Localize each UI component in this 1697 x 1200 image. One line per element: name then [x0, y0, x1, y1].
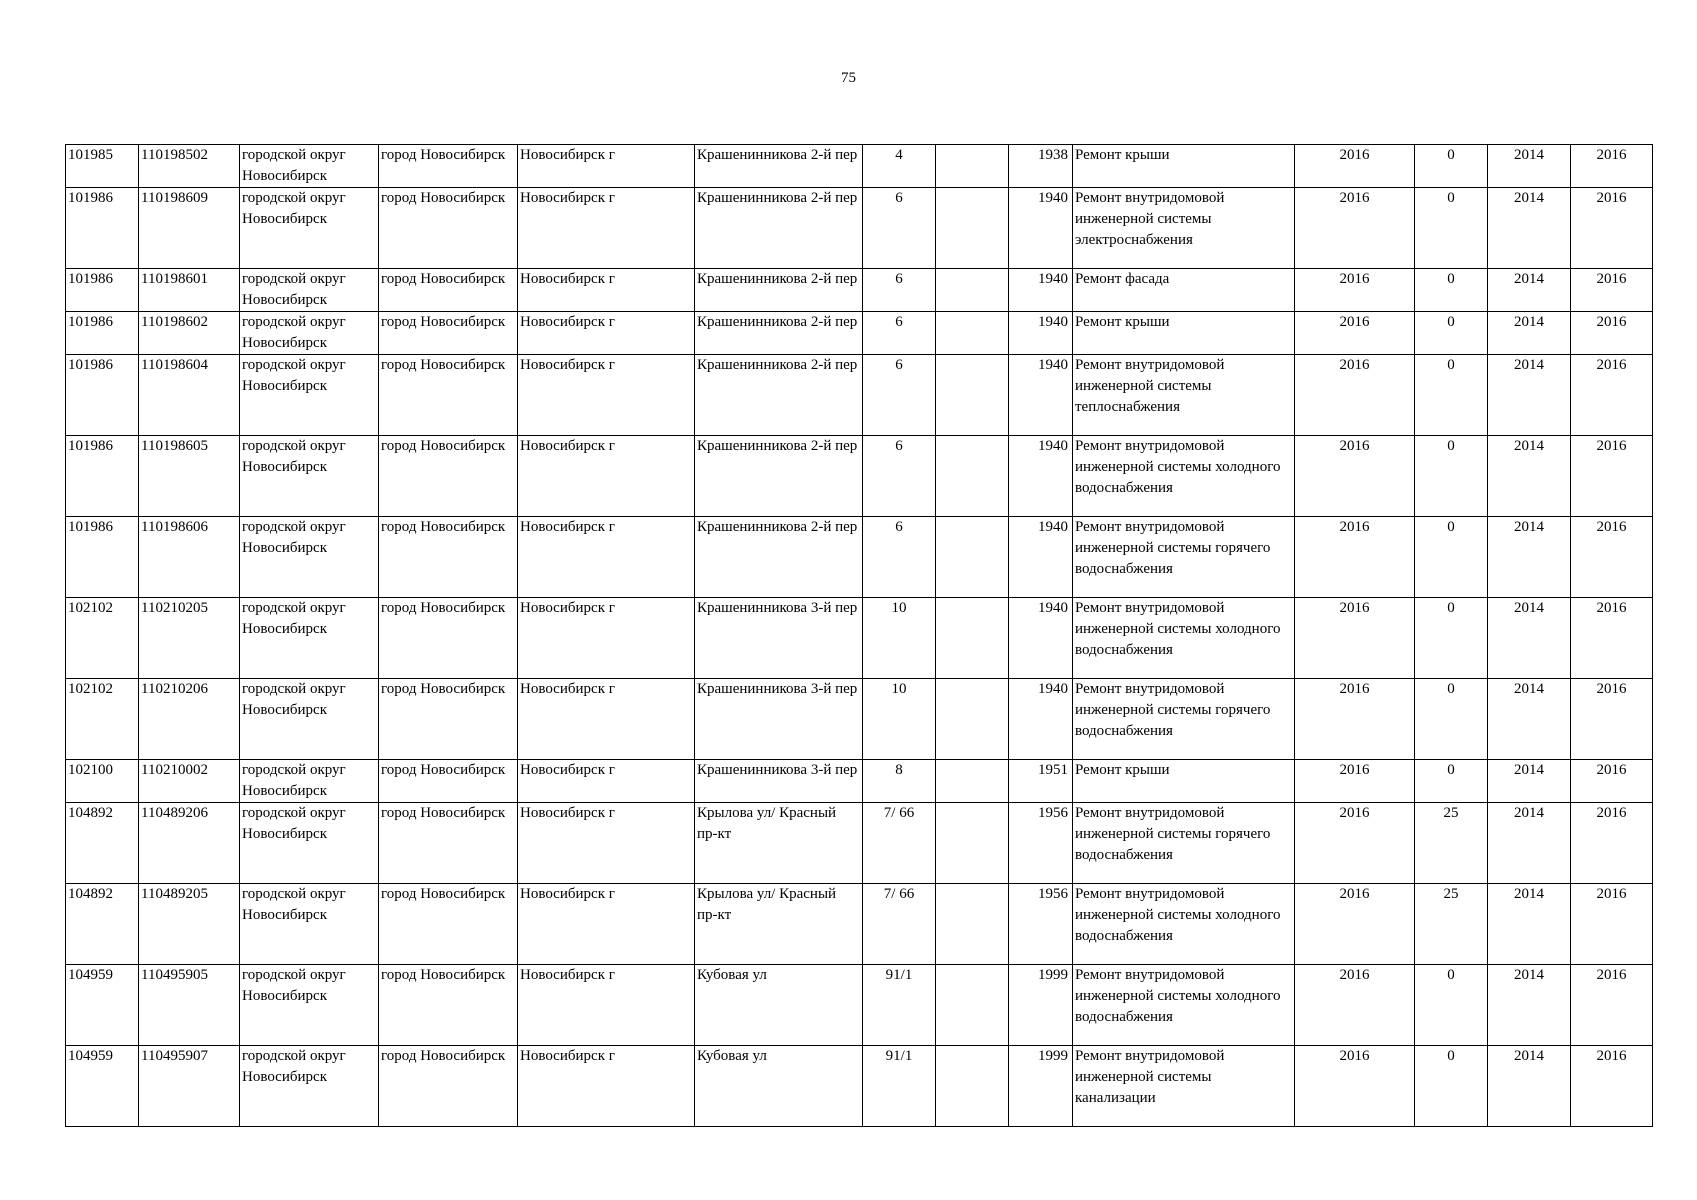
locality-cell: Новосибирск г	[518, 1046, 695, 1127]
period-start-cell: 2014	[1488, 517, 1571, 598]
house-id-cell: 101985	[66, 145, 139, 188]
plan-year-cell: 2016	[1295, 760, 1415, 803]
work-type-cell: Ремонт внутридомовой инженерной системы горячего водоснабжения	[1073, 517, 1295, 598]
period-start-cell: 2014	[1488, 1046, 1571, 1127]
work-type-cell: Ремонт внутридомовой инженерной системы холодного водоснабжения	[1073, 884, 1295, 965]
plan-year-cell: 2016	[1295, 884, 1415, 965]
municipal-district-cell: городской округ Новосибирск	[240, 598, 379, 679]
construction-year-cell: 1999	[1009, 1046, 1073, 1127]
work-type-cell: Ремонт внутридомовой инженерной системы горячего водоснабжения	[1073, 803, 1295, 884]
work-type-cell: Ремонт внутридомовой инженерной системы теплоснабжения	[1073, 355, 1295, 436]
municipal-district-cell: городской округ Новосибирск	[240, 803, 379, 884]
work-id-cell: 110489206	[139, 803, 240, 884]
construction-year-cell: 1956	[1009, 803, 1073, 884]
settlement-cell: город Новосибирск	[379, 965, 518, 1046]
house-number-cell: 91/1	[863, 1046, 936, 1127]
house-id-cell: 104959	[66, 1046, 139, 1127]
street-cell: Крылова ул/ Красный пр-кт	[695, 884, 863, 965]
plan-year-cell: 2016	[1295, 679, 1415, 760]
locality-cell: Новосибирск г	[518, 803, 695, 884]
period-end-cell: 2016	[1571, 598, 1653, 679]
work-type-cell: Ремонт крыши	[1073, 312, 1295, 355]
period-end-cell: 2016	[1571, 269, 1653, 312]
house-number-cell: 6	[863, 312, 936, 355]
page-number: 75	[841, 70, 856, 86]
construction-year-cell: 1940	[1009, 436, 1073, 517]
street-cell: Крашенинникова 3-й пер	[695, 679, 863, 760]
locality-cell: Новосибирск г	[518, 145, 695, 188]
plan-year-cell: 2016	[1295, 188, 1415, 269]
work-id-cell: 110210206	[139, 679, 240, 760]
locality-cell: Новосибирск г	[518, 188, 695, 269]
wear-percent-cell: 0	[1415, 312, 1488, 355]
house-id-cell: 104892	[66, 803, 139, 884]
table-row	[66, 679, 1653, 760]
plan-year-cell: 2016	[1295, 436, 1415, 517]
table-row	[66, 884, 1653, 965]
building-cell	[936, 679, 1009, 760]
settlement-cell: город Новосибирск	[379, 598, 518, 679]
period-end-cell: 2016	[1571, 145, 1653, 188]
settlement-cell: город Новосибирск	[379, 269, 518, 312]
work-type-cell: Ремонт внутридомовой инженерной системы электроснабжения	[1073, 188, 1295, 269]
municipal-district-cell: городской округ Новосибирск	[240, 1046, 379, 1127]
period-end-cell: 2016	[1571, 355, 1653, 436]
construction-year-cell: 1938	[1009, 145, 1073, 188]
work-type-cell: Ремонт крыши	[1073, 145, 1295, 188]
locality-cell: Новосибирск г	[518, 884, 695, 965]
period-end-cell: 2016	[1571, 884, 1653, 965]
house-number-cell: 7/ 66	[863, 803, 936, 884]
street-cell: Крашенинникова 2-й пер	[695, 355, 863, 436]
street-cell: Крашенинникова 2-й пер	[695, 269, 863, 312]
street-cell: Кубовая ул	[695, 1046, 863, 1127]
building-cell	[936, 1046, 1009, 1127]
house-number-cell: 7/ 66	[863, 884, 936, 965]
work-id-cell: 110198502	[139, 145, 240, 188]
period-end-cell: 2016	[1571, 436, 1653, 517]
house-number-cell: 6	[863, 269, 936, 312]
house-id-cell: 104892	[66, 884, 139, 965]
street-cell: Крашенинникова 3-й пер	[695, 598, 863, 679]
municipal-district-cell: городской округ Новосибирск	[240, 517, 379, 598]
work-type-cell: Ремонт внутридомовой инженерной системы холодного водоснабжения	[1073, 965, 1295, 1046]
wear-percent-cell: 0	[1415, 355, 1488, 436]
municipal-district-cell: городской округ Новосибирск	[240, 965, 379, 1046]
settlement-cell: город Новосибирск	[379, 436, 518, 517]
work-id-cell: 110210002	[139, 760, 240, 803]
building-cell	[936, 269, 1009, 312]
work-type-cell: Ремонт внутридомовой инженерной системы канализации	[1073, 1046, 1295, 1127]
period-end-cell: 2016	[1571, 1046, 1653, 1127]
construction-year-cell: 1956	[1009, 884, 1073, 965]
construction-year-cell: 1940	[1009, 355, 1073, 436]
work-id-cell: 110198609	[139, 188, 240, 269]
locality-cell: Новосибирск г	[518, 312, 695, 355]
house-id-cell: 101986	[66, 355, 139, 436]
settlement-cell: город Новосибирск	[379, 803, 518, 884]
municipal-district-cell: городской округ Новосибирск	[240, 188, 379, 269]
building-cell	[936, 598, 1009, 679]
building-cell	[936, 517, 1009, 598]
wear-percent-cell: 0	[1415, 760, 1488, 803]
street-cell: Крашенинникова 2-й пер	[695, 145, 863, 188]
street-cell: Крашенинникова 2-й пер	[695, 517, 863, 598]
construction-year-cell: 1940	[1009, 598, 1073, 679]
wear-percent-cell: 25	[1415, 803, 1488, 884]
work-type-cell: Ремонт внутридомовой инженерной системы холодного водоснабжения	[1073, 436, 1295, 517]
work-type-cell: Ремонт внутридомовой инженерной системы горячего водоснабжения	[1073, 679, 1295, 760]
work-id-cell: 110198605	[139, 436, 240, 517]
construction-year-cell: 1940	[1009, 517, 1073, 598]
building-cell	[936, 312, 1009, 355]
street-cell: Крашенинникова 2-й пер	[695, 436, 863, 517]
period-start-cell: 2014	[1488, 965, 1571, 1046]
work-id-cell: 110198602	[139, 312, 240, 355]
building-cell	[936, 188, 1009, 269]
street-cell: Крашенинникова 2-й пер	[695, 312, 863, 355]
building-cell	[936, 355, 1009, 436]
plan-year-cell: 2016	[1295, 1046, 1415, 1127]
house-number-cell: 6	[863, 436, 936, 517]
plan-year-cell: 2016	[1295, 355, 1415, 436]
plan-year-cell: 2016	[1295, 145, 1415, 188]
building-cell	[936, 436, 1009, 517]
wear-percent-cell: 0	[1415, 188, 1488, 269]
house-number-cell: 4	[863, 145, 936, 188]
period-end-cell: 2016	[1571, 965, 1653, 1046]
period-start-cell: 2014	[1488, 436, 1571, 517]
work-id-cell: 110495905	[139, 965, 240, 1046]
period-start-cell: 2014	[1488, 679, 1571, 760]
locality-cell: Новосибирск г	[518, 269, 695, 312]
wear-percent-cell: 0	[1415, 517, 1488, 598]
settlement-cell: город Новосибирск	[379, 679, 518, 760]
settlement-cell: город Новосибирск	[379, 188, 518, 269]
wear-percent-cell: 0	[1415, 598, 1488, 679]
work-id-cell: 110198604	[139, 355, 240, 436]
period-start-cell: 2014	[1488, 312, 1571, 355]
municipal-district-cell: городской округ Новосибирск	[240, 436, 379, 517]
municipal-district-cell: городской округ Новосибирск	[240, 884, 379, 965]
construction-year-cell: 1940	[1009, 679, 1073, 760]
locality-cell: Новосибирск г	[518, 436, 695, 517]
table-row	[66, 803, 1653, 884]
period-start-cell: 2014	[1488, 760, 1571, 803]
municipal-district-cell: городской округ Новосибирск	[240, 269, 379, 312]
house-number-cell: 10	[863, 598, 936, 679]
locality-cell: Новосибирск г	[518, 355, 695, 436]
table-row	[66, 355, 1653, 436]
period-end-cell: 2016	[1571, 803, 1653, 884]
building-cell	[936, 884, 1009, 965]
period-start-cell: 2014	[1488, 598, 1571, 679]
table-row	[66, 598, 1653, 679]
settlement-cell: город Новосибирск	[379, 145, 518, 188]
municipal-district-cell: городской округ Новосибирск	[240, 355, 379, 436]
period-start-cell: 2014	[1488, 884, 1571, 965]
house-id-cell: 101986	[66, 517, 139, 598]
plan-year-cell: 2016	[1295, 803, 1415, 884]
house-number-cell: 6	[863, 188, 936, 269]
work-type-cell: Ремонт фасада	[1073, 269, 1295, 312]
period-start-cell: 2014	[1488, 269, 1571, 312]
house-id-cell: 101986	[66, 188, 139, 269]
wear-percent-cell: 0	[1415, 1046, 1488, 1127]
building-cell	[936, 965, 1009, 1046]
period-end-cell: 2016	[1571, 188, 1653, 269]
construction-year-cell: 1940	[1009, 312, 1073, 355]
construction-year-cell: 1940	[1009, 269, 1073, 312]
period-start-cell: 2014	[1488, 145, 1571, 188]
construction-year-cell: 1951	[1009, 760, 1073, 803]
work-id-cell: 110489205	[139, 884, 240, 965]
table-row	[66, 436, 1653, 517]
street-cell: Крылова ул/ Красный пр-кт	[695, 803, 863, 884]
house-number-cell: 91/1	[863, 965, 936, 1046]
wear-percent-cell: 0	[1415, 145, 1488, 188]
plan-year-cell: 2016	[1295, 517, 1415, 598]
construction-year-cell: 1940	[1009, 188, 1073, 269]
house-id-cell: 104959	[66, 965, 139, 1046]
construction-year-cell: 1999	[1009, 965, 1073, 1046]
table-body	[66, 145, 1653, 1127]
wear-percent-cell: 0	[1415, 679, 1488, 760]
house-number-cell: 6	[863, 517, 936, 598]
wear-percent-cell: 0	[1415, 269, 1488, 312]
house-number-cell: 6	[863, 355, 936, 436]
work-type-cell: Ремонт крыши	[1073, 760, 1295, 803]
house-id-cell: 101986	[66, 436, 139, 517]
settlement-cell: город Новосибирск	[379, 355, 518, 436]
period-start-cell: 2014	[1488, 188, 1571, 269]
settlement-cell: город Новосибирск	[379, 1046, 518, 1127]
period-end-cell: 2016	[1571, 517, 1653, 598]
building-cell	[936, 145, 1009, 188]
wear-percent-cell: 25	[1415, 884, 1488, 965]
plan-year-cell: 2016	[1295, 965, 1415, 1046]
house-number-cell: 10	[863, 679, 936, 760]
locality-cell: Новосибирск г	[518, 679, 695, 760]
settlement-cell: город Новосибирск	[379, 760, 518, 803]
wear-percent-cell: 0	[1415, 436, 1488, 517]
period-start-cell: 2014	[1488, 355, 1571, 436]
street-cell: Крашенинникова 2-й пер	[695, 188, 863, 269]
municipal-district-cell: городской округ Новосибирск	[240, 679, 379, 760]
municipal-district-cell: городской округ Новосибирск	[240, 760, 379, 803]
settlement-cell: город Новосибирск	[379, 312, 518, 355]
settlement-cell: город Новосибирск	[379, 517, 518, 598]
plan-year-cell: 2016	[1295, 269, 1415, 312]
municipal-district-cell: городской округ Новосибирск	[240, 145, 379, 188]
locality-cell: Новосибирск г	[518, 760, 695, 803]
municipal-district-cell: городской округ Новосибирск	[240, 312, 379, 355]
house-id-cell: 102100	[66, 760, 139, 803]
house-id-cell: 102102	[66, 598, 139, 679]
work-type-cell: Ремонт внутридомовой инженерной системы холодного водоснабжения	[1073, 598, 1295, 679]
house-id-cell: 101986	[66, 312, 139, 355]
period-end-cell: 2016	[1571, 312, 1653, 355]
table-row	[66, 145, 1653, 188]
work-id-cell: 110198601	[139, 269, 240, 312]
work-id-cell: 110495907	[139, 1046, 240, 1127]
building-cell	[936, 803, 1009, 884]
table-row	[66, 188, 1653, 269]
period-end-cell: 2016	[1571, 679, 1653, 760]
house-id-cell: 101986	[66, 269, 139, 312]
table-row	[66, 312, 1653, 355]
house-id-cell: 102102	[66, 679, 139, 760]
wear-percent-cell: 0	[1415, 965, 1488, 1046]
building-cell	[936, 760, 1009, 803]
locality-cell: Новосибирск г	[518, 598, 695, 679]
table-row	[66, 517, 1653, 598]
work-id-cell: 110198606	[139, 517, 240, 598]
work-id-cell: 110210205	[139, 598, 240, 679]
locality-cell: Новосибирск г	[518, 517, 695, 598]
house-number-cell: 8	[863, 760, 936, 803]
period-end-cell: 2016	[1571, 760, 1653, 803]
plan-year-cell: 2016	[1295, 312, 1415, 355]
street-cell: Крашенинникова 3-й пер	[695, 760, 863, 803]
locality-cell: Новосибирск г	[518, 965, 695, 1046]
table-row	[66, 1046, 1653, 1127]
table-row	[66, 269, 1653, 312]
table-row	[66, 760, 1653, 803]
settlement-cell: город Новосибирск	[379, 884, 518, 965]
street-cell: Кубовая ул	[695, 965, 863, 1046]
plan-year-cell: 2016	[1295, 598, 1415, 679]
capital-repair-table	[65, 144, 1653, 1127]
period-start-cell: 2014	[1488, 803, 1571, 884]
table-row	[66, 965, 1653, 1046]
